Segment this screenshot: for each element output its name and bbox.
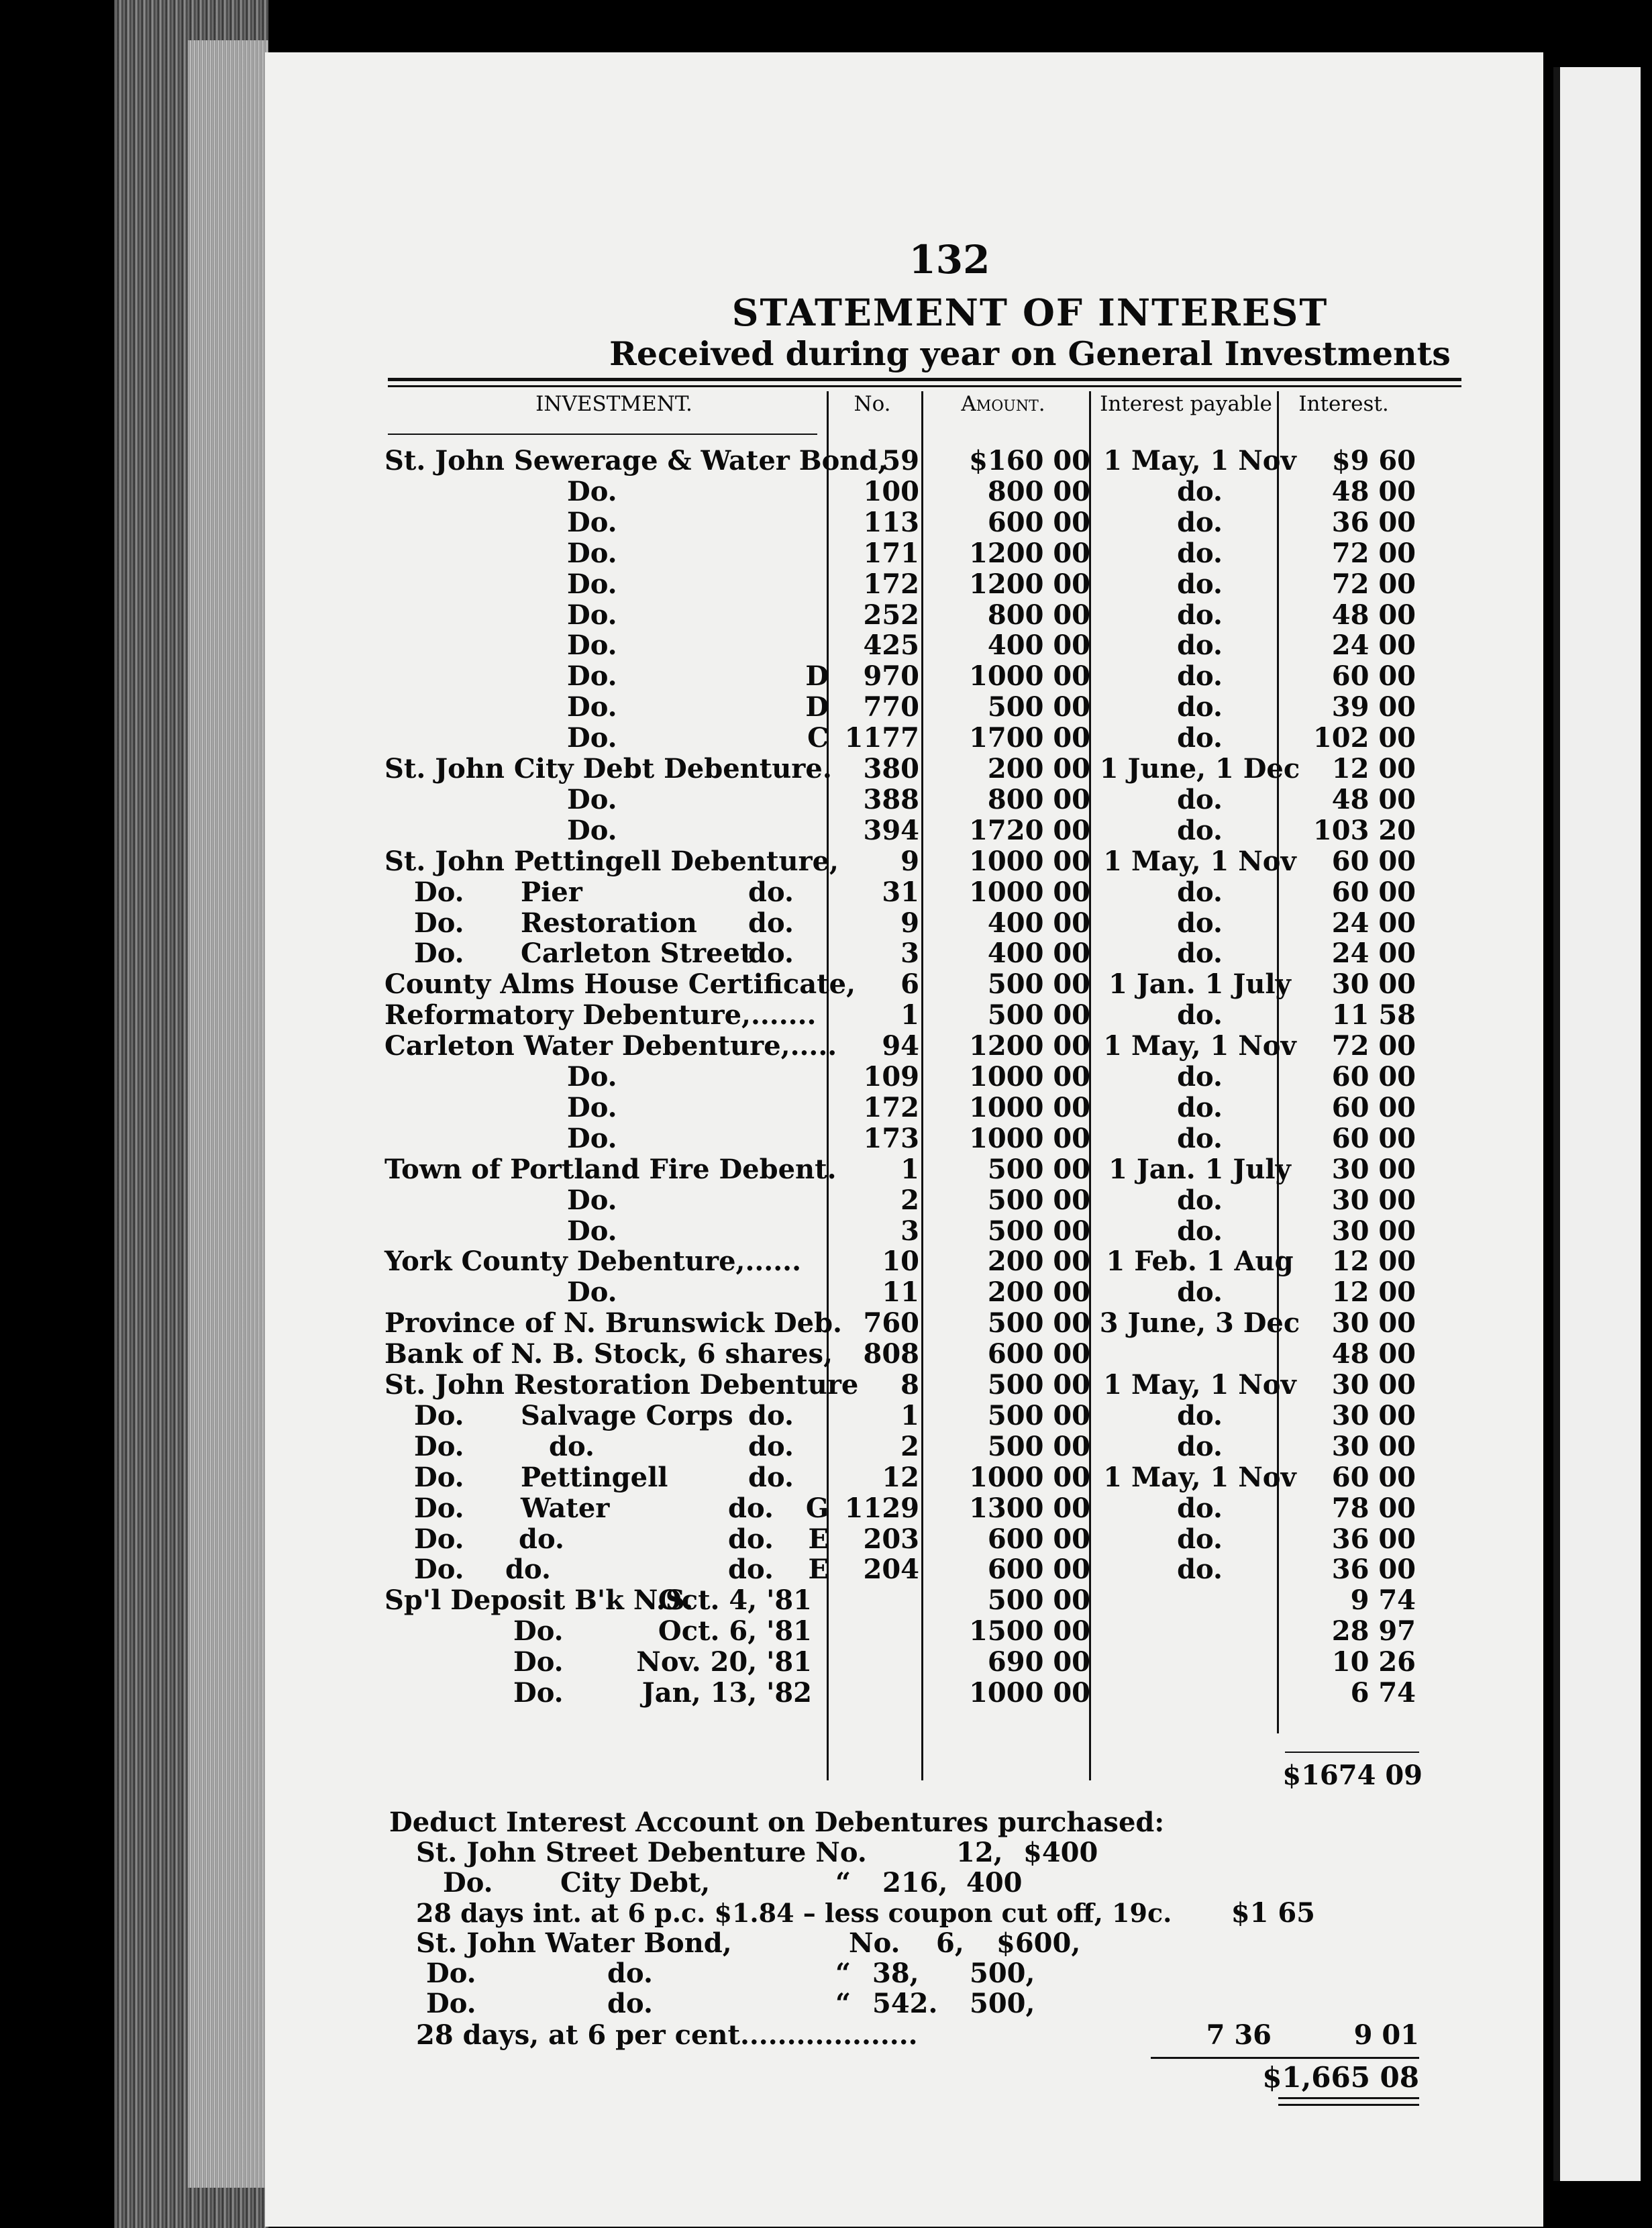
investment-name: Do. [414,938,464,969]
interest-value: 36 00 [1331,1554,1416,1585]
col-header-interest: Interest. [1298,392,1389,416]
investment-name: Province of N. Brunswick Deb. [384,1307,842,1339]
investment-name: Do. [567,1061,617,1093]
investment-name: St. John Sewerage & Water Bond, [384,445,888,476]
interest-value: 36 00 [1331,507,1416,538]
interest-payable: do. [1177,1400,1223,1431]
interest-value: 36 00 [1331,1523,1416,1555]
certificate-number: 12 [882,1462,919,1493]
water-bond-label: Do. [426,1988,476,2019]
water-bond-label2: do. [607,1958,653,1989]
investment-detail: do. [748,907,794,939]
interest-payable: do. [1177,722,1223,754]
interest-value: 30 00 [1331,1215,1416,1247]
water-bond-no: 542. [872,1988,938,2019]
certificate-number: 1 [900,999,919,1031]
interest-value: 72 00 [1331,1030,1416,1062]
interest-payable: do. [1177,907,1223,939]
certificate-number: 760 [863,1307,919,1339]
total-rule [1285,1752,1419,1753]
interest-value: 48 00 [1331,476,1416,507]
amount-value: 1000 00 [969,1092,1090,1123]
investment-name: Do. [567,1092,617,1123]
amount-value: 800 00 [987,784,1090,815]
certificate-number: 1 [900,1154,919,1185]
investment-name: Do. [567,1123,617,1154]
interest-payable: do. [1177,1184,1223,1216]
certificate-number: 970 [863,660,919,692]
investment-name: Carleton Water Debenture,..... [384,1030,837,1062]
amount-value: 690 00 [987,1646,1090,1678]
certificate-number: 388 [863,784,919,815]
amount-value: $160 00 [969,445,1090,476]
interest-value: 60 00 [1331,876,1416,908]
ditto-mark: “ [835,1867,851,1898]
interest-payable: do. [1177,568,1223,600]
investment-name: Do. [567,1184,617,1216]
amount-value: 500 00 [987,999,1090,1031]
page-stack-edge [188,40,268,2188]
certificate-number: 3 [900,938,919,969]
water-bond-label: Do. [426,1958,476,1989]
interest-payable: 1 May, 1 Nov [1103,445,1296,476]
interest-payable: do. [1177,815,1223,846]
amount-value: 500 00 [987,691,1090,723]
investment-name: Do. [567,691,617,723]
total-interest: $1674 09 [1282,1760,1423,1791]
investment-name: Do. [513,1677,564,1709]
amount-value: 1500 00 [969,1615,1090,1647]
interest-value: 60 00 [1331,1462,1416,1493]
investment-detail: do. [748,938,794,969]
ditto-mark: “ [835,1958,851,1989]
investment-name: Sp'l Deposit B'k N.S. [384,1584,694,1616]
investment-name: Do. [567,568,617,600]
amount-value: 500 00 [987,1369,1090,1401]
interest-payable: 1 June, 1 Dec [1099,753,1300,784]
interest-payable: do. [1177,538,1223,569]
investment-name: Do. [414,1431,464,1462]
interest-payable: do. [1177,1215,1223,1247]
certificate-number: 11 [882,1276,919,1308]
series-letter: E [808,1554,829,1585]
header-double-rule-bottom [388,385,1461,387]
water-bond-amount: 500, [970,1958,1035,1989]
amount-value: 1000 00 [969,876,1090,908]
investment-name: Do. [567,1215,617,1247]
col-header-amount: Amount. [961,392,1045,416]
investment-detail: Oct. 6, '81 [658,1615,812,1647]
deduction-calc: 28 days, at 6 per cent................... [416,2019,918,2051]
certificate-number: 2 [900,1184,919,1216]
interest-payable: do. [1177,660,1223,692]
amount-value: 600 00 [987,507,1090,538]
interest-value: 12 00 [1331,1276,1416,1308]
certificate-number: 31 [882,876,919,908]
certificate-number: 171 [863,538,919,569]
col-header-payable: Interest payable [1100,392,1272,416]
interest-payable: do. [1177,691,1223,723]
interest-payable: 1 May, 1 Nov [1103,1369,1296,1401]
interest-value: 48 00 [1331,784,1416,815]
interest-value: $9 60 [1331,445,1416,476]
certificate-number: 172 [863,568,919,600]
certificate-number: 770 [863,691,919,723]
amount-value: 200 00 [987,1246,1090,1277]
investment-detail: do. [748,1462,794,1493]
interest-payable: do. [1177,1276,1223,1308]
interest-payable: do. [1177,476,1223,507]
investment-detail: do. [728,1554,774,1585]
interest-value: 12 00 [1331,753,1416,784]
amount-value: 1000 00 [969,1061,1090,1093]
investment-name: Do. [414,1523,464,1555]
document-page [265,52,1543,2227]
investment-name: York County Debenture,...... [384,1246,801,1277]
investment-name: Reformatory Debenture,....... [384,999,817,1031]
page-subtitle: Received during year on General Investments [609,334,1451,373]
amount-value: 1000 00 [969,1677,1090,1709]
certificate-number: 252 [863,599,919,631]
deduction-line-label2: City Debt, [560,1867,711,1898]
investment-name: County Alms House Certificate, [384,968,856,1000]
certificate-number: 8 [900,1369,919,1401]
investment-name: Do. [567,629,617,661]
investment-name: Town of Portland Fire Debent. [384,1154,837,1185]
interest-value: 72 00 [1331,538,1416,569]
investment-detail: do. [728,1523,774,1555]
investment-name: Do. [414,1462,464,1493]
investment-subtype: Salvage Corps [521,1400,733,1431]
interest-value: 24 00 [1331,938,1416,969]
investment-name: Do. [414,876,464,908]
investment-detail: Oct. 4, '81 [658,1584,812,1616]
interest-payable: do. [1177,876,1223,908]
certificate-number: 425 [863,629,919,661]
investment-subtype: Pettingell [521,1462,668,1493]
certificate-number: 10 [882,1246,919,1277]
certificate-number: 59 [882,445,919,476]
certificate-number: 113 [863,507,919,538]
interest-value: 48 00 [1331,599,1416,631]
certificate-number: 6 [900,968,919,1000]
series-letter: C [807,722,829,754]
interest-value: 72 00 [1331,568,1416,600]
interest-value: 30 00 [1331,1431,1416,1462]
investment-subtype: do. [505,1554,551,1585]
investment-name: Bank of N. B. Stock, 6 shares, [384,1338,833,1370]
water-bond-no: 6, [936,1927,964,1959]
adjacent-page-edge [1553,67,1641,2181]
interest-value: 10 26 [1331,1646,1416,1678]
series-letter: D [805,691,829,723]
interest-value: 9 74 [1350,1584,1416,1616]
deduction-heading: Deduct Interest Account on Debentures purchased: [389,1807,1165,1838]
interest-value: 24 00 [1331,907,1416,939]
amount-value: 1200 00 [969,1030,1090,1062]
investment-subtype: do. [549,1431,595,1462]
investment-name: Do. [567,538,617,569]
deduction-calc-value: 7 36 [1206,2019,1272,2051]
amount-value: 200 00 [987,1276,1090,1308]
amount-value: 500 00 [987,1307,1090,1339]
interest-payable: 1 Feb. 1 Aug [1106,1246,1294,1277]
amount-value: 1000 00 [969,660,1090,692]
interest-payable: do. [1177,1554,1223,1585]
interest-value: 78 00 [1331,1492,1416,1524]
interest-payable: do. [1177,1092,1223,1123]
certificate-number: 2 [900,1431,919,1462]
total-deduction: 9 01 [1353,2019,1419,2051]
net-total-rule-2 [1278,2104,1419,2106]
subtotal-rule [1151,2057,1419,2059]
investment-detail: do. [748,876,794,908]
page-number: 132 [909,237,990,283]
amount-value: 400 00 [987,629,1090,661]
interest-value: 30 00 [1331,1400,1416,1431]
certificate-number: 173 [863,1123,919,1154]
column-divider-2 [921,391,923,1780]
amount-value: 1700 00 [969,722,1090,754]
page-title: STATEMENT OF INTEREST [731,291,1329,334]
interest-value: 30 00 [1331,968,1416,1000]
investment-detail: Jan, 13, '82 [641,1677,812,1709]
interest-value: 102 00 [1312,722,1416,754]
col-header-no: No. [854,392,891,416]
amount-value: 600 00 [987,1554,1090,1585]
interest-value: 24 00 [1331,629,1416,661]
investment-subtype: do. [519,1523,564,1555]
investment-detail: do. [748,1400,794,1431]
certificate-number: 172 [863,1092,919,1123]
interest-value: 103 20 [1312,815,1416,846]
certificate-number: 1 [900,1400,919,1431]
certificate-number: 109 [863,1061,919,1093]
deduction-line-amount: $400 [1023,1837,1098,1868]
interest-payable: 1 May, 1 Nov [1103,846,1296,877]
page-content [265,52,1543,2227]
interest-value: 60 00 [1331,660,1416,692]
interest-payable: do. [1177,629,1223,661]
water-bond-label2: No. [849,1927,900,1959]
certificate-number: 204 [863,1554,919,1585]
interest-value: 60 00 [1331,846,1416,877]
amount-value: 200 00 [987,753,1090,784]
col-header-investment: INVESTMENT. [535,392,692,416]
interest-payable: 1 Jan. 1 July [1108,968,1291,1000]
deduction-calc: 28 days int. at 6 p.c. $1.84 – less coupon cut off, 19c. [416,1898,1172,1928]
amount-value: 1300 00 [969,1492,1090,1524]
interest-value: 30 00 [1331,1154,1416,1185]
interest-value: 12 00 [1331,1246,1416,1277]
investment-subtype: Pier [521,876,582,908]
amount-value: 500 00 [987,1431,1090,1462]
interest-payable: do. [1177,1123,1223,1154]
interest-value: 6 74 [1350,1677,1416,1709]
investment-subtype: Restoration [521,907,697,939]
net-total: $1,665 08 [1262,2061,1419,2094]
interest-payable: do. [1177,1523,1223,1555]
water-bond-label: St. John Water Bond, [416,1927,732,1959]
amount-value: 600 00 [987,1338,1090,1370]
certificate-number: 9 [900,907,919,939]
investment-name: Do. [567,1276,617,1308]
deduction-line-no: 12, [956,1837,1003,1868]
interest-value: 60 00 [1331,1092,1416,1123]
amount-value: 1000 00 [969,1462,1090,1493]
interest-value: 39 00 [1331,691,1416,723]
investment-detail: do. [728,1492,774,1524]
interest-value: 60 00 [1331,1061,1416,1093]
interest-payable: do. [1177,1431,1223,1462]
amount-value: 800 00 [987,476,1090,507]
investment-subtype: Water [521,1492,610,1524]
certificate-number: 380 [863,753,919,784]
certificate-number: 9 [900,846,919,877]
deduction-calc-value: $1 65 [1231,1897,1315,1929]
amount-value: 600 00 [987,1523,1090,1555]
certificate-number: 3 [900,1215,919,1247]
water-bond-amount: 500, [970,1988,1035,2019]
certificate-number: 394 [863,815,919,846]
header-underline-investment [388,434,817,435]
certificate-number: 808 [863,1338,919,1370]
investment-name: St. John Pettingell Debenture, [384,846,839,877]
amount-value: 500 00 [987,1154,1090,1185]
interest-payable: do. [1177,599,1223,631]
certificate-number: 94 [882,1030,919,1062]
investment-detail: do. [748,1431,794,1462]
amount-value: 500 00 [987,1215,1090,1247]
amount-value: 500 00 [987,1584,1090,1616]
water-bond-amount: $600, [996,1927,1081,1959]
amount-value: 400 00 [987,938,1090,969]
amount-value: 500 00 [987,1184,1090,1216]
header-double-rule-top [388,378,1461,381]
series-letter: D [805,660,829,692]
certificate-number: 203 [863,1523,919,1555]
net-total-rule-1 [1278,2097,1419,2099]
certificate-number: 100 [863,476,919,507]
investment-name: St. John Restoration Debenture [384,1369,859,1401]
interest-value: 30 00 [1331,1307,1416,1339]
interest-payable: 3 June, 3 Dec [1099,1307,1300,1339]
water-bond-label2: do. [607,1988,653,2019]
investment-name: Do. [567,476,617,507]
investment-name: Do. [513,1615,564,1647]
investment-name: St. John City Debt Debenture. [384,753,832,784]
investment-name: Do. [567,660,617,692]
amount-value: 800 00 [987,599,1090,631]
interest-payable: do. [1177,1492,1223,1524]
interest-value: 60 00 [1331,1123,1416,1154]
investment-subtype: Carleton Street [521,938,753,969]
investment-name: Do. [567,507,617,538]
amount-value: 1200 00 [969,568,1090,600]
interest-payable: do. [1177,938,1223,969]
amount-value: 400 00 [987,907,1090,939]
investment-name: Do. [414,1492,464,1524]
interest-value: 30 00 [1331,1369,1416,1401]
interest-payable: do. [1177,784,1223,815]
certificate-number: 1177 [844,722,919,754]
water-bond-no: 38, [872,1958,919,1989]
interest-value: 11 58 [1331,999,1416,1031]
amount-value: 500 00 [987,968,1090,1000]
interest-payable: 1 May, 1 Nov [1103,1030,1296,1062]
investment-name: Do. [567,815,617,846]
amount-value: 1720 00 [969,815,1090,846]
interest-payable: do. [1177,999,1223,1031]
investment-name: Do. [567,722,617,754]
investment-name: Do. [567,784,617,815]
investment-name: Do. [414,1554,464,1585]
amount-value: 500 00 [987,1400,1090,1431]
interest-payable: 1 Jan. 1 July [1108,1154,1291,1185]
deduction-line-label: Do. [443,1867,493,1898]
amount-value: 1000 00 [969,846,1090,877]
investment-detail: Nov. 20, '81 [636,1646,812,1678]
series-letter: E [808,1523,829,1555]
amount-value: 1000 00 [969,1123,1090,1154]
interest-payable: do. [1177,1061,1223,1093]
deduction-line-amount: 400 [966,1867,1023,1898]
ditto-mark: “ [835,1988,851,2019]
amount-value: 1200 00 [969,538,1090,569]
investment-name: Do. [414,907,464,939]
investment-name: Do. [414,1400,464,1431]
investment-name: Do. [513,1646,564,1678]
deduction-line-no: 216, [882,1867,948,1898]
investment-name: Do. [567,599,617,631]
certificate-number: 1129 [844,1492,919,1524]
interest-payable: do. [1177,507,1223,538]
interest-payable: 1 May, 1 Nov [1103,1462,1296,1493]
interest-value: 48 00 [1331,1338,1416,1370]
interest-value: 30 00 [1331,1184,1416,1216]
series-letter: G [805,1492,829,1524]
deduction-line-label: St. John Street Debenture No. [416,1837,867,1868]
interest-value: 28 97 [1331,1615,1416,1647]
